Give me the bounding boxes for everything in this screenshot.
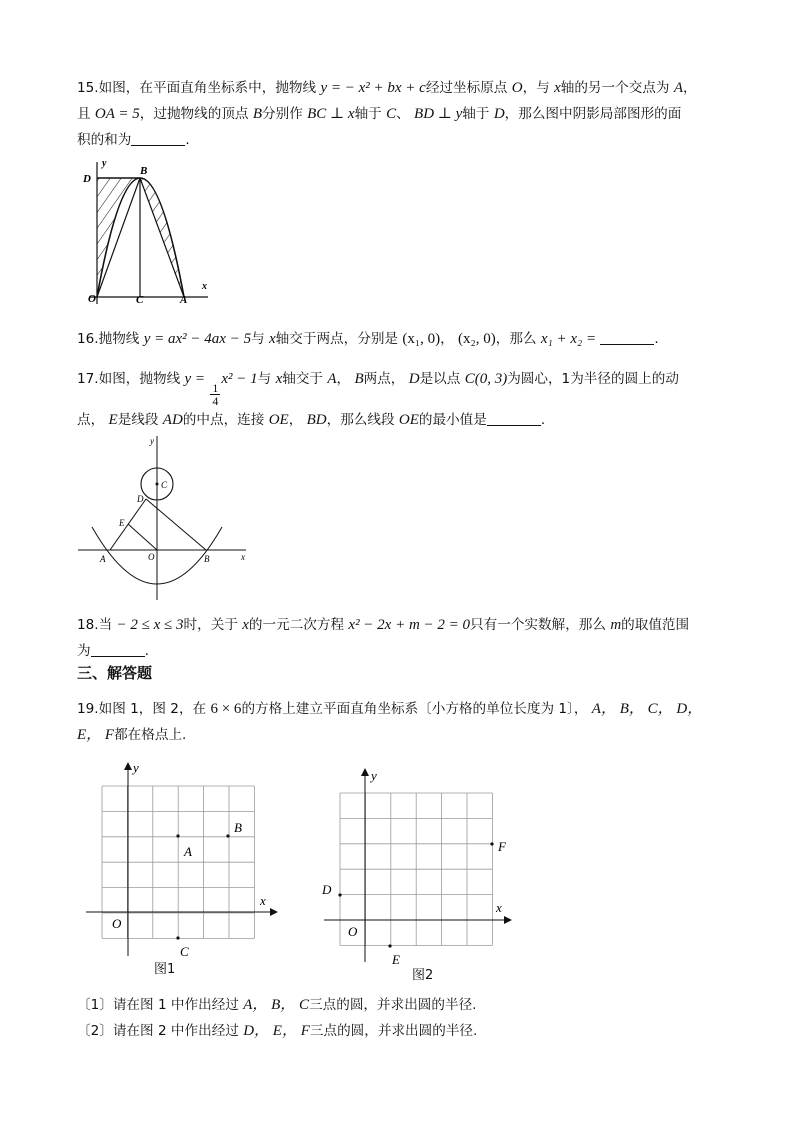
segment-OE bbox=[128, 524, 157, 550]
label-C: C bbox=[180, 944, 189, 959]
caption-figure-1: 图1 bbox=[154, 962, 176, 977]
point-A bbox=[176, 834, 179, 837]
answer-blank bbox=[600, 330, 654, 345]
grid bbox=[102, 786, 254, 938]
answer-blank bbox=[91, 642, 145, 657]
figure-2 bbox=[318, 766, 518, 966]
answer-blank bbox=[487, 411, 541, 426]
label-O: O bbox=[112, 916, 122, 931]
label-F: F bbox=[498, 839, 506, 854]
label-D: D bbox=[322, 882, 332, 897]
segment-BA bbox=[140, 178, 184, 297]
label-A: A bbox=[100, 554, 106, 564]
label-E: E bbox=[119, 518, 125, 528]
point-D bbox=[338, 893, 341, 896]
label-E: E bbox=[392, 952, 400, 967]
point-C bbox=[176, 936, 179, 939]
point-C bbox=[156, 483, 159, 486]
label-y: y bbox=[150, 436, 154, 446]
label-x: x bbox=[496, 900, 502, 915]
segment-BD bbox=[146, 499, 206, 550]
fraction-one-quarter: $\frac{1}{4}$ bbox=[212, 381, 219, 408]
question-18: 18.当 − 2 ≤ x ≤ 3时，关于 x的一元二次方程 x² − 2x + m − 2 = 0只有一个实数解，那么 m的取值范围 为 . bbox=[77, 617, 690, 659]
figure-15 bbox=[80, 158, 220, 308]
subquestion-1: 〔1〕请在图 1 中作出经过 A， B， C三点的圆，并求出圆的半径. bbox=[77, 997, 477, 1013]
parabola-equation: y = − x² + bx + c bbox=[320, 80, 426, 96]
question-16: 16.抛物线 y = ax² − 4ax − 5与 x轴交于两点，分别是 (x₁, 0)， (x₂, 0)，那么 x₁ + x₂ = . bbox=[77, 331, 659, 347]
label-y: y bbox=[102, 158, 107, 169]
label-O: O bbox=[348, 924, 358, 939]
y-axis-arrow bbox=[361, 768, 369, 776]
y-axis-arrow bbox=[124, 762, 132, 770]
label-D: D bbox=[83, 173, 91, 185]
grid bbox=[340, 793, 492, 945]
x-axis-arrow bbox=[504, 916, 512, 924]
label-D: D bbox=[137, 494, 144, 504]
label-O: O bbox=[88, 293, 96, 305]
figure-17 bbox=[78, 432, 258, 602]
question-19: 19.如图 1，图 2，在 6 × 6的方格上建立平面直角坐标系〔小方格的单位长度为 1〕， A， B， C， D， E， F都在格点上. bbox=[77, 701, 703, 743]
label-x: x bbox=[202, 281, 207, 292]
label-B: B bbox=[204, 554, 210, 564]
x-axis-arrow bbox=[270, 908, 278, 916]
label-y: y bbox=[371, 768, 377, 783]
caption-figure-2: 图2 bbox=[412, 968, 434, 983]
label-A: A bbox=[184, 844, 192, 859]
question-17: 17.如图，抛物线 y = $\frac{1}{4}$ x² − 1与 x轴交于 A， B两点， D是以点 C(0, 3)为圆心，1为半径的圆上的动 点， E是线段 AD的中点，连接 OE， BD，那么线段 OE的最小值是 . bbox=[77, 371, 679, 428]
point-B bbox=[226, 834, 229, 837]
subquestion-2: 〔2〕请在图 2 中作出经过 D， E， F三点的圆，并求出圆的半径. bbox=[77, 1023, 478, 1039]
question-15: 15.如图，在平面直角坐标系中，抛物线 y = − x² + bx + c经过坐标原点 O，与 x轴的另一个交点为 A， 且 OA = 5，过抛物线的顶点 B分别作 BC ⊥ x轴于 C、 BD ⊥ y轴于 D，那么图中阴影局部图形的面 积的和为 . bbox=[77, 80, 697, 148]
label-B: B bbox=[234, 820, 242, 835]
label-O: O bbox=[148, 552, 155, 562]
label-C: C bbox=[161, 480, 168, 490]
label-y: y bbox=[133, 760, 139, 775]
label-C: C bbox=[136, 294, 144, 306]
answer-blank bbox=[131, 131, 185, 146]
figure-1 bbox=[80, 760, 280, 960]
point-F bbox=[490, 842, 493, 845]
section-heading: 三、解答题 bbox=[77, 664, 153, 682]
question-19-parts bbox=[77, 992, 717, 1044]
label-B: B bbox=[140, 165, 148, 177]
label-x: x bbox=[241, 552, 245, 562]
label-A: A bbox=[180, 294, 188, 306]
label-x: x bbox=[260, 893, 266, 908]
point-E bbox=[388, 944, 391, 947]
